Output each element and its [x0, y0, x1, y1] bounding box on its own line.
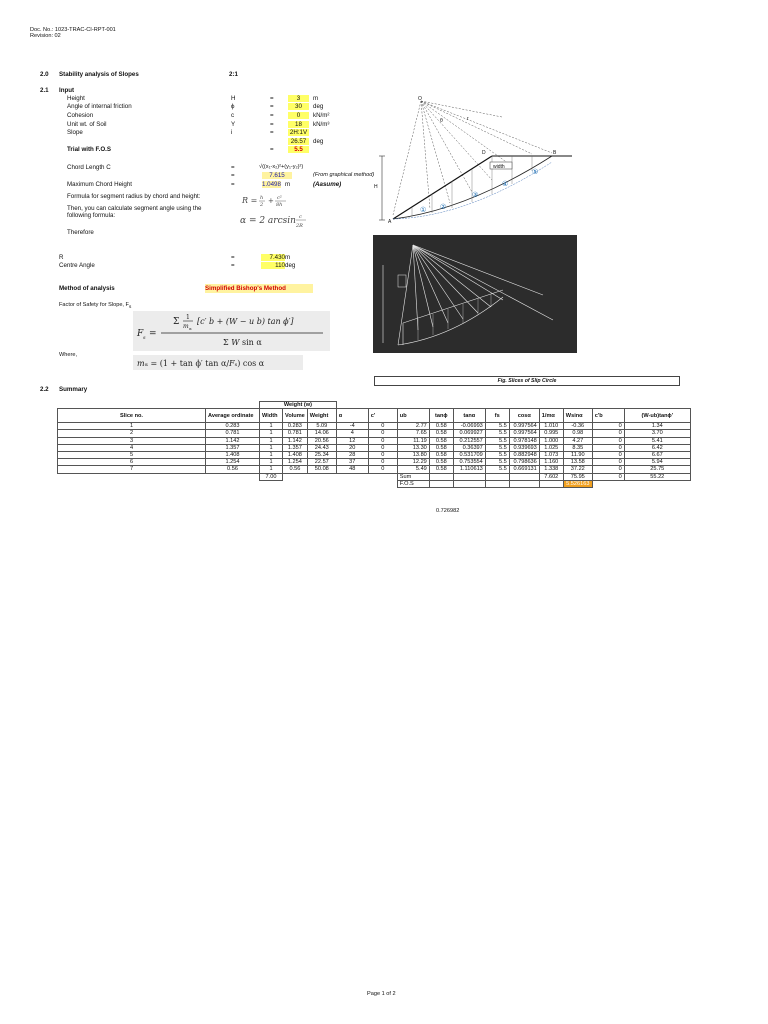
svg-text:Σ: Σ — [173, 317, 180, 327]
fos-text-sub: s — [128, 304, 132, 310]
trial-value: 5.5 — [288, 146, 309, 153]
table-cell: 5.09 — [307, 423, 336, 430]
table-row — [58, 466, 691, 473]
chord-label: Chord Length C — [67, 164, 111, 171]
input-number: 2.1 — [40, 87, 49, 94]
r-equals: = — [231, 254, 235, 261]
table-cell: 1 — [260, 452, 283, 459]
table-cell: 1.357 — [283, 444, 308, 451]
table-cell: 0.98 — [563, 430, 592, 437]
table-cell: -0.36 — [563, 423, 592, 430]
table-row — [58, 452, 691, 459]
summary-table-body — [58, 423, 691, 473]
table-group-header-row — [58, 402, 691, 409]
table-cell: 0.531709 — [453, 452, 485, 459]
bishop-formula-graphic — [133, 311, 330, 351]
table-cell: 3.70 — [624, 430, 690, 437]
table-cell: 20 — [336, 444, 368, 451]
formula-text: Formula for segment radius by chord and height: — [67, 193, 201, 200]
slip-slices-photo — [373, 235, 577, 353]
label-theta: θ — [440, 118, 443, 124]
table-cell: 25.34 — [307, 452, 336, 459]
table-cell: 0.781 — [283, 430, 308, 437]
summary-title: Summary — [59, 386, 88, 393]
slice-4-label: ④ — [502, 180, 509, 188]
fos-label: F.O.S — [397, 480, 429, 487]
table-cell: 2 — [58, 430, 206, 437]
table-cell: 1 — [260, 444, 283, 451]
therefore-text: Therefore — [67, 229, 94, 236]
r-label: R — [59, 254, 64, 261]
table-cell: 0.995 — [539, 430, 563, 437]
table-cell: -4 — [336, 423, 368, 430]
input-equals: = — [270, 103, 274, 110]
chord-equals: = — [231, 164, 235, 171]
table-row — [58, 459, 691, 466]
col-header: tanα — [453, 409, 485, 423]
table-cell: 0.58 — [429, 437, 453, 444]
slice-3-label: ③ — [472, 191, 479, 199]
label-b: B — [553, 150, 557, 156]
table-cell: 0.939693 — [509, 444, 539, 451]
r-unit: m — [285, 254, 291, 261]
table-cell: 1.408 — [283, 452, 308, 459]
table-cell: 0.781 — [206, 430, 260, 437]
table-cell: 5.5 — [485, 444, 509, 451]
centre-angle-unit: deg — [285, 262, 296, 269]
table-cell: 0.56 — [206, 466, 260, 473]
svg-text:8h: 8h — [276, 202, 283, 208]
table-cell: 0 — [592, 452, 624, 459]
input-value: 0 — [288, 112, 309, 119]
input-label: Unit wt. of Soil — [67, 121, 107, 128]
r-value: 7.430 — [261, 254, 285, 261]
sum-wsin: 75.95 — [563, 473, 592, 480]
table-cell: 22.57 — [307, 459, 336, 466]
table-cell: 1.160 — [539, 459, 563, 466]
col-header: tanϕ — [429, 409, 453, 423]
table-cell: 1.142 — [283, 437, 308, 444]
table-cell: 0 — [368, 423, 397, 430]
table-cell: 0 — [368, 437, 397, 444]
slice-2-label: ② — [440, 203, 447, 211]
chord-value: 7.615 — [262, 172, 292, 179]
input-symbol: H — [231, 95, 236, 102]
table-cell: 11.19 — [397, 437, 429, 444]
max-chord-label: Maximum Chord Height — [67, 181, 132, 188]
slip-slices-drawing — [373, 235, 577, 353]
col-header: Wsinα — [563, 409, 592, 423]
table-cell: 12 — [336, 437, 368, 444]
trial-label: Trial with F.O.S — [67, 146, 112, 153]
then-text-1: Then, you can calculate segment angle using the — [67, 205, 202, 212]
slice-5-label: ⑤ — [532, 168, 539, 176]
table-cell: 0.56 — [283, 466, 308, 473]
table-cell: 0.58 — [429, 423, 453, 430]
table-cell: 5 — [58, 452, 206, 459]
svg-text:h: h — [260, 195, 264, 201]
table-header-row — [58, 409, 691, 423]
width-total: 7.00 — [260, 473, 283, 480]
summary-number: 2.2 — [40, 386, 49, 393]
centre-angle-label: Centre Angle — [59, 262, 95, 269]
table-cell: 0 — [592, 430, 624, 437]
input-value: 18 — [288, 121, 309, 128]
table-cell: 0 — [368, 430, 397, 437]
input-equals: = — [270, 95, 274, 102]
section-title: Stability analysis of Slopes — [59, 71, 139, 78]
section-number: 2.0 — [40, 71, 49, 78]
max-chord-note: (Aasume) — [313, 181, 342, 188]
col-header: fs — [485, 409, 509, 423]
slip-circle-diagram — [372, 92, 572, 224]
table-cell: 5.41 — [624, 437, 690, 444]
input-unit: kN/m³ — [313, 121, 330, 128]
svg-text:c: c — [299, 214, 302, 220]
input-unit: deg — [313, 138, 324, 145]
table-row — [58, 430, 691, 437]
sum-inv-m: 7.602 — [539, 473, 563, 480]
trial-equals: = — [270, 146, 274, 153]
below-table-value: 0.726982 — [436, 508, 460, 514]
fos-text — [59, 302, 131, 309]
table-cell: 1 — [260, 466, 283, 473]
svg-text:α: α — [189, 326, 192, 331]
then-text-2: following formula: — [67, 212, 116, 219]
table-cell: 1 — [260, 437, 283, 444]
input-label: Slope — [67, 129, 83, 136]
summary-table — [57, 401, 691, 488]
table-cell: 1.254 — [283, 459, 308, 466]
input-symbol: i — [231, 129, 233, 136]
m-alpha-formula-graphic — [133, 355, 303, 370]
col-header: (W-ub)tanϕ' — [624, 409, 690, 423]
table-cell: 5.5 — [485, 459, 509, 466]
table-cell: 6.67 — [624, 452, 690, 459]
svg-text:R =: R = — [242, 196, 258, 205]
col-header: ub — [397, 409, 429, 423]
label-width: width — [493, 164, 505, 170]
fos-value: 5.526163 — [563, 480, 592, 487]
table-cell: 0.212557 — [453, 437, 485, 444]
table-cell: 5.5 — [485, 452, 509, 459]
chord-formula: √((x₁-x₂)²+(y₁-y₂)²) — [259, 164, 304, 170]
table-cell: 0.069927 — [453, 430, 485, 437]
chord-equals-2: = — [231, 172, 235, 179]
input-equals: = — [270, 121, 274, 128]
table-cell: 0 — [368, 444, 397, 451]
svg-text:c²: c² — [277, 195, 282, 201]
table-cell: 1.073 — [539, 452, 563, 459]
table-cell: 4 — [336, 430, 368, 437]
input-equals: = — [270, 112, 274, 119]
table-cell: 1 — [260, 430, 283, 437]
svg-text:m: m — [183, 323, 189, 330]
table-cell: 5.49 — [397, 466, 429, 473]
table-cell: 7 — [58, 466, 206, 473]
label-a: A — [388, 219, 392, 224]
input-unit: kN/m² — [313, 112, 330, 119]
table-cell: 7.65 — [397, 430, 429, 437]
input-symbol: Y — [231, 121, 236, 128]
input-label: Angle of internal friction — [67, 103, 132, 110]
table-cell: 28 — [336, 452, 368, 459]
table-cell: 50.08 — [307, 466, 336, 473]
m-alpha-formula-box — [133, 355, 303, 370]
table-cell: 0.58 — [429, 444, 453, 451]
table-cell: 8.35 — [563, 444, 592, 451]
table-cell: 5.5 — [485, 430, 509, 437]
method-value: Simplified Bishop's Method — [205, 284, 313, 293]
input-equals: = — [270, 129, 274, 136]
col-header: Width — [260, 409, 283, 423]
svg-text:s: s — [143, 335, 146, 341]
input-label: Height — [67, 95, 85, 102]
table-cell: 48 — [336, 466, 368, 473]
figure-caption: Fig. Slices of Slip Circle — [374, 376, 680, 386]
table-row — [58, 444, 691, 451]
col-header: Volume — [283, 409, 308, 423]
label-r: r — [467, 116, 469, 122]
col-header: c' — [368, 409, 397, 423]
section-ratio: 2:1 — [229, 71, 238, 78]
table-cell: 12.29 — [397, 459, 429, 466]
table-cell: 25.75 — [624, 466, 690, 473]
table-cell: 1.142 — [206, 437, 260, 444]
col-header: α — [336, 409, 368, 423]
table-cell: 13.30 — [397, 444, 429, 451]
table-cell: 1.357 — [206, 444, 260, 451]
sum-label: Sum — [397, 473, 429, 480]
svg-text:2: 2 — [260, 202, 264, 208]
table-cell: 6 — [58, 459, 206, 466]
max-chord-value: 1.0498 — [262, 181, 281, 188]
col-header: cosα — [509, 409, 539, 423]
table-cell: 5.94 — [624, 459, 690, 466]
table-cell: 0.882948 — [509, 452, 539, 459]
table-cell: 4.27 — [563, 437, 592, 444]
where-text: Where, — [59, 352, 78, 358]
page-number: Page 1 of 2 — [367, 991, 396, 997]
fos-text-main: Factor of Safety for Slope, F — [59, 302, 129, 308]
svg-text:1: 1 — [186, 314, 190, 321]
table-cell: 0 — [592, 466, 624, 473]
table-cell: -0.06993 — [453, 423, 485, 430]
table-cell: 0 — [368, 459, 397, 466]
table-cell: 0.997564 — [509, 430, 539, 437]
table-cell: 6.42 — [624, 444, 690, 451]
table-cell: 1 — [260, 423, 283, 430]
table-cell: 0.58 — [429, 459, 453, 466]
table-cell: 5.5 — [485, 437, 509, 444]
table-cell: 0 — [368, 466, 397, 473]
input-unit: m — [313, 95, 319, 102]
table-cell: 4 — [58, 444, 206, 451]
table-row — [58, 437, 691, 444]
col-header: c'b — [592, 409, 624, 423]
input-unit: deg — [313, 103, 324, 110]
svg-text:+: + — [268, 197, 274, 205]
table-cell: 0.798636 — [509, 459, 539, 466]
table-cell: 0.58 — [429, 452, 453, 459]
table-fos-row — [58, 480, 691, 487]
label-o: O — [418, 96, 422, 102]
table-cell: 3 — [58, 437, 206, 444]
table-cell: 0.283 — [283, 423, 308, 430]
segment-formula-graphic — [238, 192, 308, 232]
svg-text:mα = (1 + tan ϕ′ tan α/Fs) cos: mα = (1 + tan ϕ′ tan α/Fs) cos α — [137, 359, 265, 368]
table-cell: 0 — [592, 459, 624, 466]
table-cell: 24.43 — [307, 444, 336, 451]
table-cell: 1 — [58, 423, 206, 430]
table-cell: 2.77 — [397, 423, 429, 430]
table-cell: 5.5 — [485, 466, 509, 473]
table-cell: 0.978148 — [509, 437, 539, 444]
table-cell: 0 — [368, 452, 397, 459]
table-cell: 0.58 — [429, 430, 453, 437]
centre-angle-value: 110 — [261, 262, 285, 269]
svg-text:[c′ b + (W − u b) tan ϕ′]: [c′ b + (W − u b) tan ϕ′] — [197, 317, 294, 326]
table-total-row — [58, 473, 691, 480]
table-cell: 1 — [260, 459, 283, 466]
method-label: Method of analysis — [59, 285, 115, 292]
table-cell: 0 — [592, 423, 624, 430]
svg-text:2R: 2R — [296, 223, 303, 229]
table-cell: 1.408 — [206, 452, 260, 459]
sum-cb: 0 — [592, 473, 624, 480]
input-label: Cohesion — [67, 112, 94, 119]
input-value: 2H:1V — [289, 129, 308, 136]
doc-number: Doc. No.: 1023-TRAC-CI-RPT-001 — [30, 27, 116, 33]
chord-note: (From graphical method) — [313, 172, 375, 178]
table-row — [58, 423, 691, 430]
input-value: 30 — [288, 103, 309, 110]
table-cell: 1.34 — [624, 423, 690, 430]
table-cell: 0.669131 — [509, 466, 539, 473]
bishop-formula-box — [133, 311, 330, 351]
table-cell: 13.58 — [563, 459, 592, 466]
table-cell: 5.5 — [485, 423, 509, 430]
table-cell: 1.025 — [539, 444, 563, 451]
table-cell: 1.254 — [206, 459, 260, 466]
table-cell: 20.56 — [307, 437, 336, 444]
table-cell: 0.997564 — [509, 423, 539, 430]
svg-text:=: = — [149, 329, 157, 339]
table-cell: 0.58 — [429, 466, 453, 473]
slice-1-label: ① — [420, 206, 427, 214]
col-header: 1/mα — [539, 409, 563, 423]
input-symbol: c — [231, 112, 235, 119]
table-cell: 0 — [592, 444, 624, 451]
table-cell: 1.010 — [539, 423, 563, 430]
table-cell: 1.110613 — [453, 466, 485, 473]
table-cell: 1.338 — [539, 466, 563, 473]
max-chord-unit: m — [285, 181, 291, 188]
table-cell: 37 — [336, 459, 368, 466]
table-cell: 13.80 — [397, 452, 429, 459]
input-symbol: ϕ — [231, 103, 235, 110]
table-cell: 0.36397 — [453, 444, 485, 451]
input-value: 26.57 — [288, 138, 309, 145]
input-value: 3 — [288, 95, 309, 102]
sum-last: 55.22 — [624, 473, 690, 480]
label-d: D — [482, 150, 486, 156]
col-header: Weight — [307, 409, 336, 423]
table-cell: 37.22 — [563, 466, 592, 473]
table-cell: 0.283 — [206, 423, 260, 430]
max-chord-equals: = — [231, 181, 235, 188]
svg-text:Σ W sin α: Σ W sin α — [223, 338, 262, 347]
svg-text:α = 2 arcsin: α = 2 arcsin — [240, 216, 296, 226]
table-cell: 1.000 — [539, 437, 563, 444]
centre-angle-equals: = — [231, 262, 235, 269]
input-title: Input — [59, 87, 75, 94]
label-h: H — [374, 184, 378, 190]
col-header: Average ordinate — [206, 409, 260, 423]
table-cell: 14.06 — [307, 430, 336, 437]
table-cell: 11.90 — [563, 452, 592, 459]
col-header: Slice no. — [58, 409, 206, 423]
table-cell: 0.753554 — [453, 459, 485, 466]
revision: Revision: 02 — [30, 33, 61, 39]
svg-text:F: F — [137, 329, 144, 339]
weight-group-header: Weight (w) — [260, 402, 337, 409]
table-cell: 0 — [592, 437, 624, 444]
